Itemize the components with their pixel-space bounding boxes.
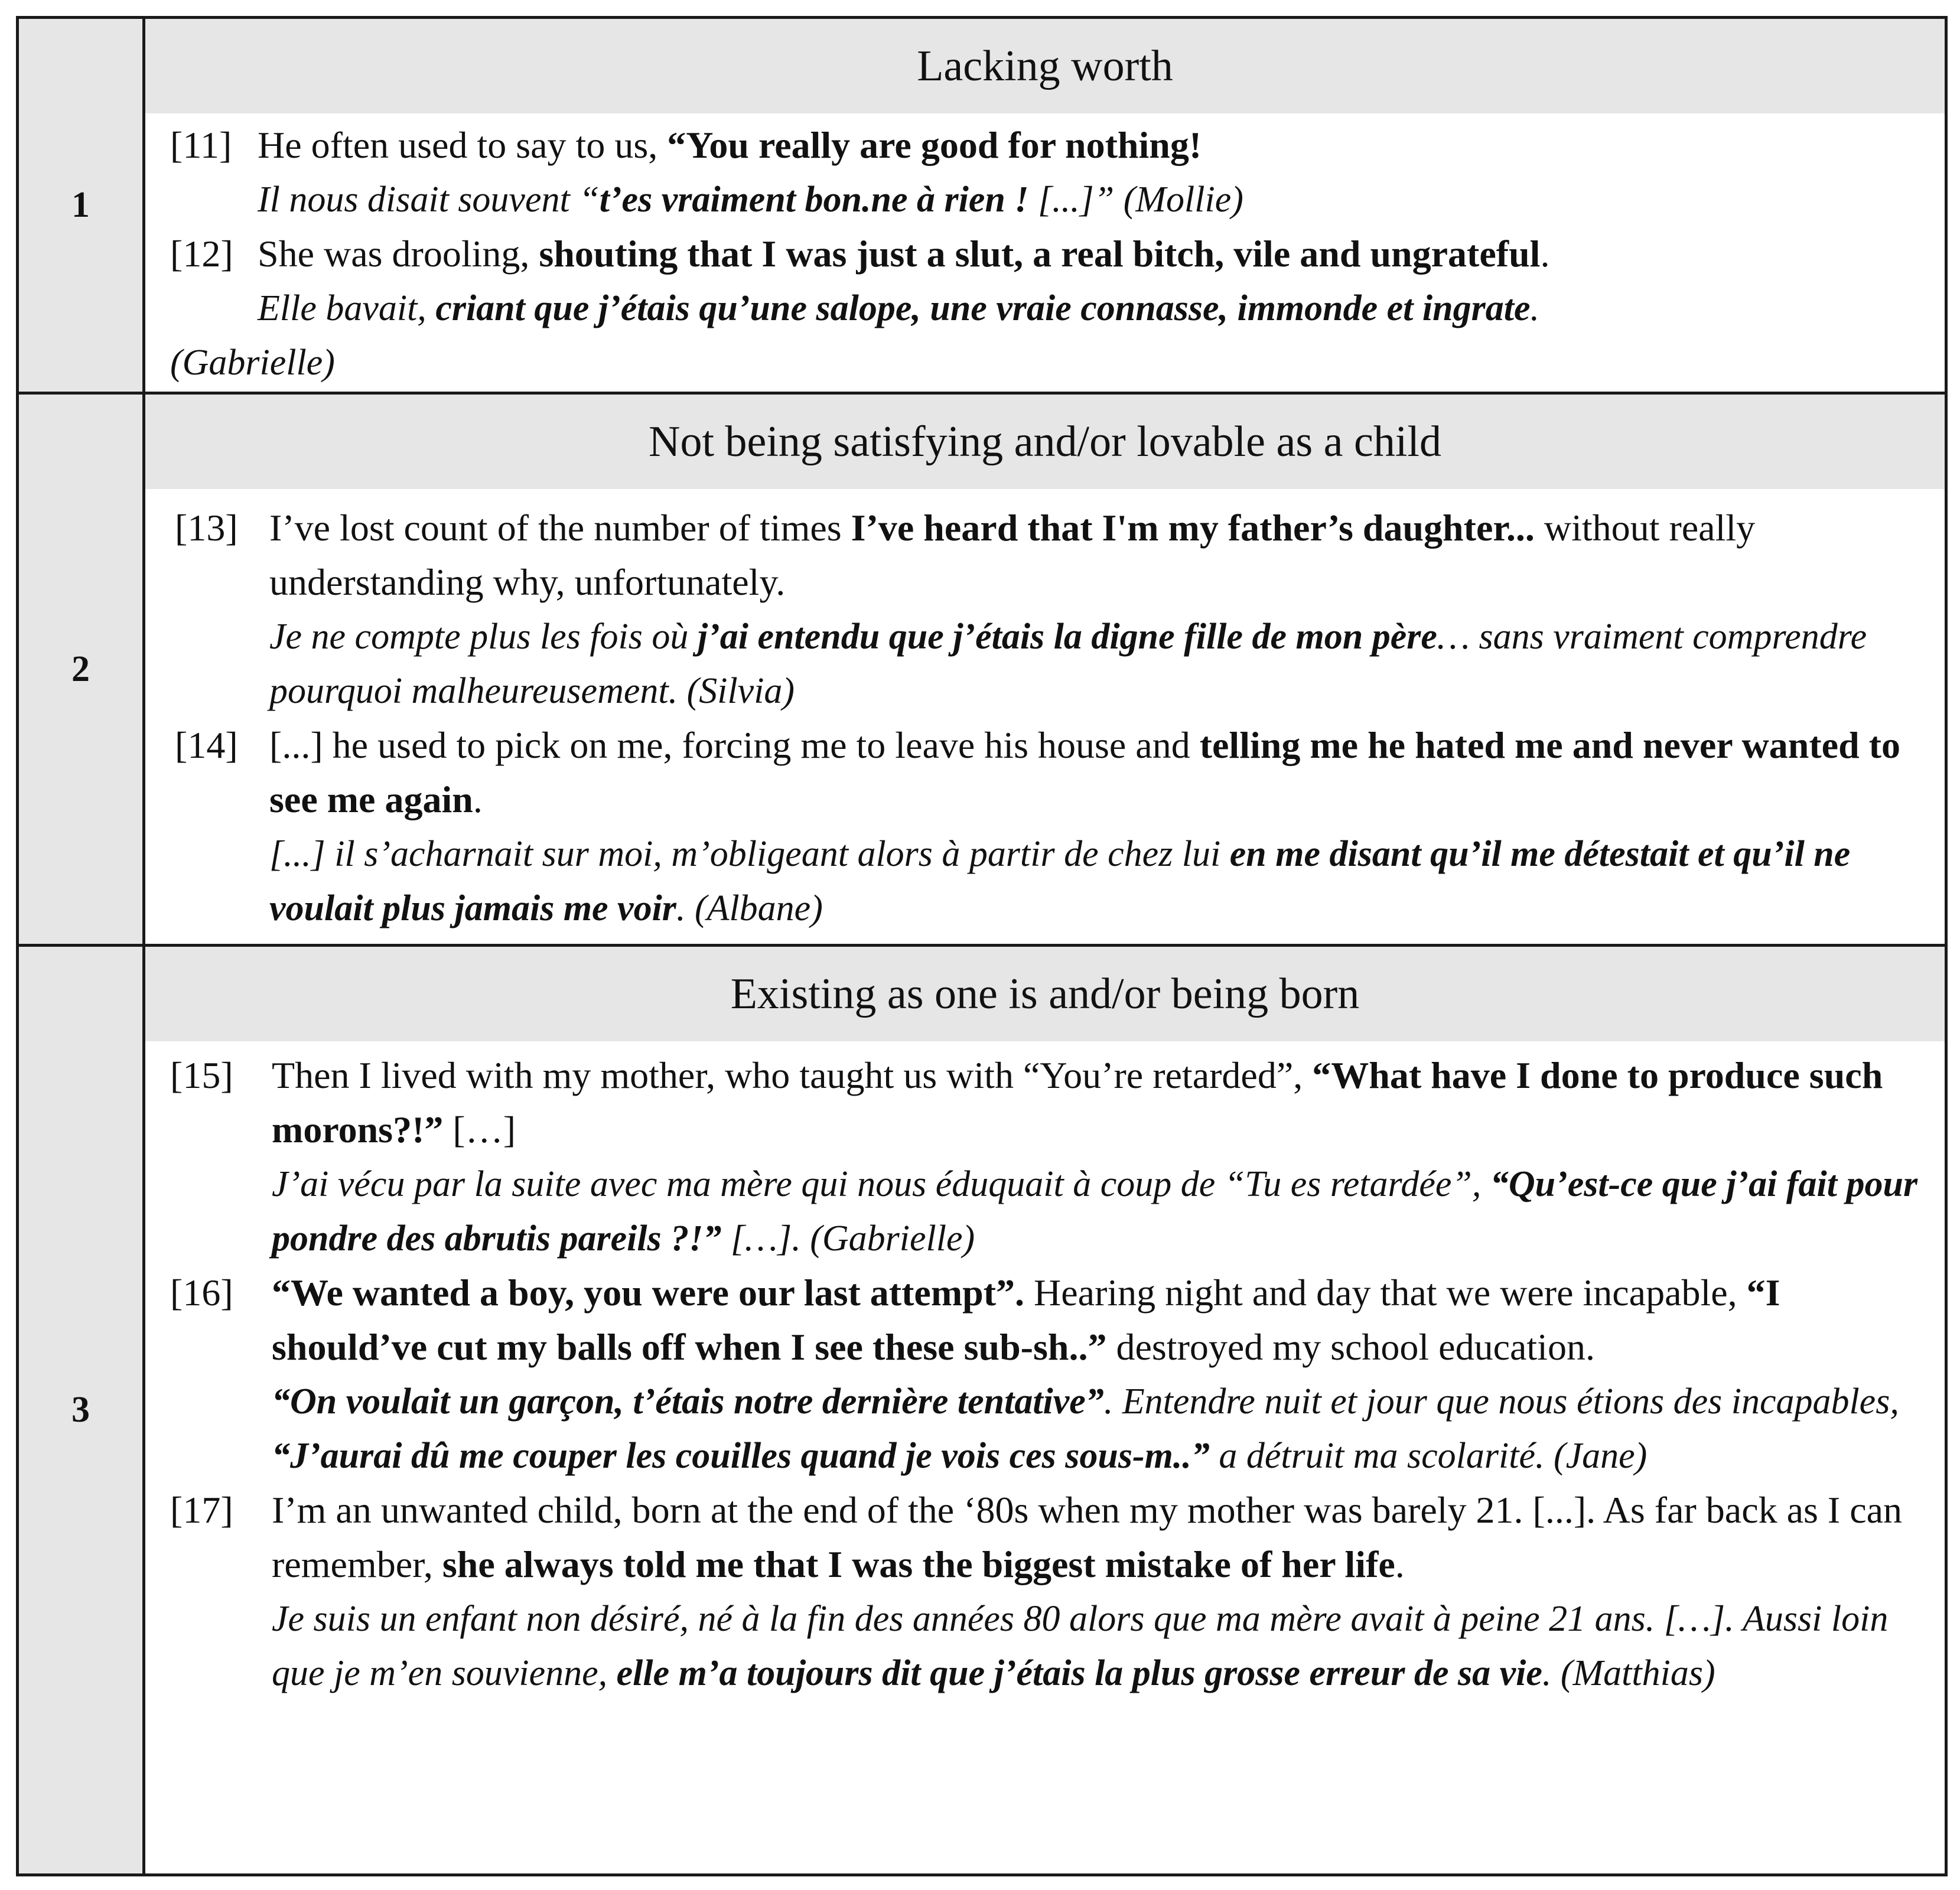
quote-emphasis: “J’aurai dû me couper les couilles quand je vois ces sous-m..”: [272, 1436, 1210, 1476]
quote-text: . Entendre nuit et jour que nous étions des incapables,: [1103, 1381, 1899, 1422]
row-body: [145, 395, 1945, 944]
quote-text: .: [1530, 288, 1539, 328]
quote-emphasis: I’ve heard that I'm my father’s daughter...: [851, 507, 1535, 549]
quote-emphasis: “We wanted a boy, you were our last attempt”.: [272, 1272, 1025, 1314]
quote-text: . (Matthias): [1542, 1653, 1715, 1693]
quote-text: without really understanding why, unfortunately.: [269, 507, 1756, 603]
quote-entry: [170, 1048, 1923, 1266]
row-number: 1: [19, 19, 145, 392]
quote-text: I’ve lost count of the number of times: [269, 507, 851, 549]
quote-english: [269, 718, 1923, 827]
quote-text: [...] he used to pick on me, forcing me to leave his house and: [269, 724, 1200, 766]
quote-entry: [170, 718, 1923, 936]
row-body: [145, 19, 1945, 392]
row-number: 3: [19, 947, 145, 1873]
quote-text: He often used to say to us,: [258, 124, 668, 166]
quote-text: . (Albane): [676, 888, 823, 928]
quote-entry: [170, 227, 1923, 335]
quote-text: I’m an unwanted child, born at the end of the ‘80s when my mother was barely 21. [...]. As far back as I can remember,: [272, 1489, 1903, 1585]
quote-entry: [170, 118, 1923, 227]
category-heading: Not being satisfying and/or lovable as a child: [145, 395, 1945, 489]
quote-text: […]. (Gabrielle): [721, 1218, 975, 1259]
quote-number: [17]: [170, 1489, 233, 1531]
row-content: [145, 113, 1945, 396]
quote-entry: [170, 501, 1923, 718]
quote-emphasis: t’es vraiment bon.ne à rien !: [599, 180, 1029, 220]
quote-entry: [170, 1266, 1923, 1483]
category-heading: Lacking worth: [145, 19, 1945, 113]
quote-text: Je suis un enfant non désiré, né à la fin des années 80 alors que ma mère avait à peine 21 ans. […]. Aussi loin que je m’en souvienne,: [272, 1599, 1889, 1693]
quote-emphasis: “On voulait un garçon, t’étais notre dernière tentative”: [272, 1381, 1104, 1422]
quote-french: [269, 827, 1923, 936]
quote-emphasis: j’ai entendu que j’étais la digne fille de mon père: [697, 617, 1437, 657]
quote-emphasis: “What have I done to produce such morons?!”: [272, 1054, 1883, 1151]
quote-emphasis: “I should’ve cut my balls off when I see these sub-sh..”: [272, 1272, 1780, 1368]
quote-text: a détruit ma scolarité. (Jane): [1209, 1436, 1648, 1476]
quote-english: [258, 118, 1923, 172]
quote-number: [11]: [170, 124, 232, 166]
quote-entry: [170, 1483, 1923, 1700]
quote-french: [272, 1157, 1923, 1266]
quote-emphasis: en me disant qu’il me détestait et qu’il ne voulait plus jamais me voir: [269, 834, 1851, 928]
quote-number: [13]: [175, 507, 238, 549]
quote-french: [272, 1592, 1923, 1700]
quote-text: .: [1540, 233, 1550, 275]
quote-text: Je ne compte plus les fois où: [269, 617, 698, 657]
quotes-table: [16, 16, 1948, 1876]
quote-text: .: [1395, 1543, 1405, 1585]
row-content: [145, 1041, 1945, 1706]
quote-french: [258, 281, 1923, 335]
table-row: [19, 19, 1945, 392]
quote-english: [258, 227, 1923, 281]
quote-text: … sans vraiment comprendre pourquoi malheureusement. (Silvia): [269, 617, 1867, 711]
quote-text: Elle bavait,: [258, 288, 436, 328]
quote-emphasis: criant que j’étais qu’une salope, une vraie connasse, immonde et ingrate: [435, 288, 1531, 328]
quote-emphasis: “Qu’est-ce que j’ai fait pour pondre des abrutis pareils ?!”: [272, 1164, 1918, 1259]
row-number: 2: [19, 395, 145, 944]
quote-text: Il nous disait souvent “: [258, 180, 600, 220]
quote-english: [269, 501, 1923, 610]
quote-english: [272, 1048, 1923, 1157]
quote-french: [272, 1374, 1923, 1483]
quote-text: .: [473, 778, 483, 820]
quote-number: [15]: [170, 1054, 233, 1096]
quote-text: […]: [443, 1109, 516, 1151]
quote-french: [258, 172, 1923, 227]
quote-text: Hearing night and day that we were incapable,: [1024, 1272, 1747, 1314]
quote-text: destroyed my school education.: [1106, 1326, 1595, 1368]
category-heading: Existing as one is and/or being born: [145, 947, 1945, 1041]
row-body: [145, 947, 1945, 1873]
quote-text: She was drooling,: [258, 233, 539, 275]
quote-attribution: (Gabrielle): [170, 343, 335, 383]
quote-number: [16]: [170, 1272, 233, 1314]
quote-english: [272, 1483, 1923, 1592]
quote-text: [...] il s’acharnait sur moi, m’obligeant alors à partir de chez lui: [269, 834, 1230, 874]
quote-emphasis: telling me he hated me and never wanted to see me again: [269, 724, 1900, 820]
quote-emphasis: shouting that I was just a slut, a real bitch, vile and ungrateful: [539, 233, 1541, 275]
table-row: [19, 944, 1945, 1873]
quote-emphasis: “You really are good for nothing!: [667, 124, 1202, 166]
table-row: [19, 392, 1945, 944]
row-content: [145, 489, 1945, 941]
quote-text: Then I lived with my mother, who taught us with “You’re retarded”,: [272, 1054, 1313, 1096]
quote-french: [269, 610, 1923, 718]
quote-number: [12]: [170, 233, 233, 275]
quote-emphasis: she always told me that I was the biggest mistake of her life: [442, 1543, 1395, 1585]
quote-text: J’ai vécu par la suite avec ma mère qui nous éduquait à coup de “Tu es retardée”,: [272, 1164, 1490, 1204]
quote-text: [...]” (Mollie): [1028, 180, 1243, 220]
quote-emphasis: elle m’a toujours dit que j’étais la plus grosse erreur de sa vie: [616, 1653, 1542, 1693]
quote-number: [14]: [175, 724, 238, 766]
quote-english: [272, 1266, 1923, 1374]
